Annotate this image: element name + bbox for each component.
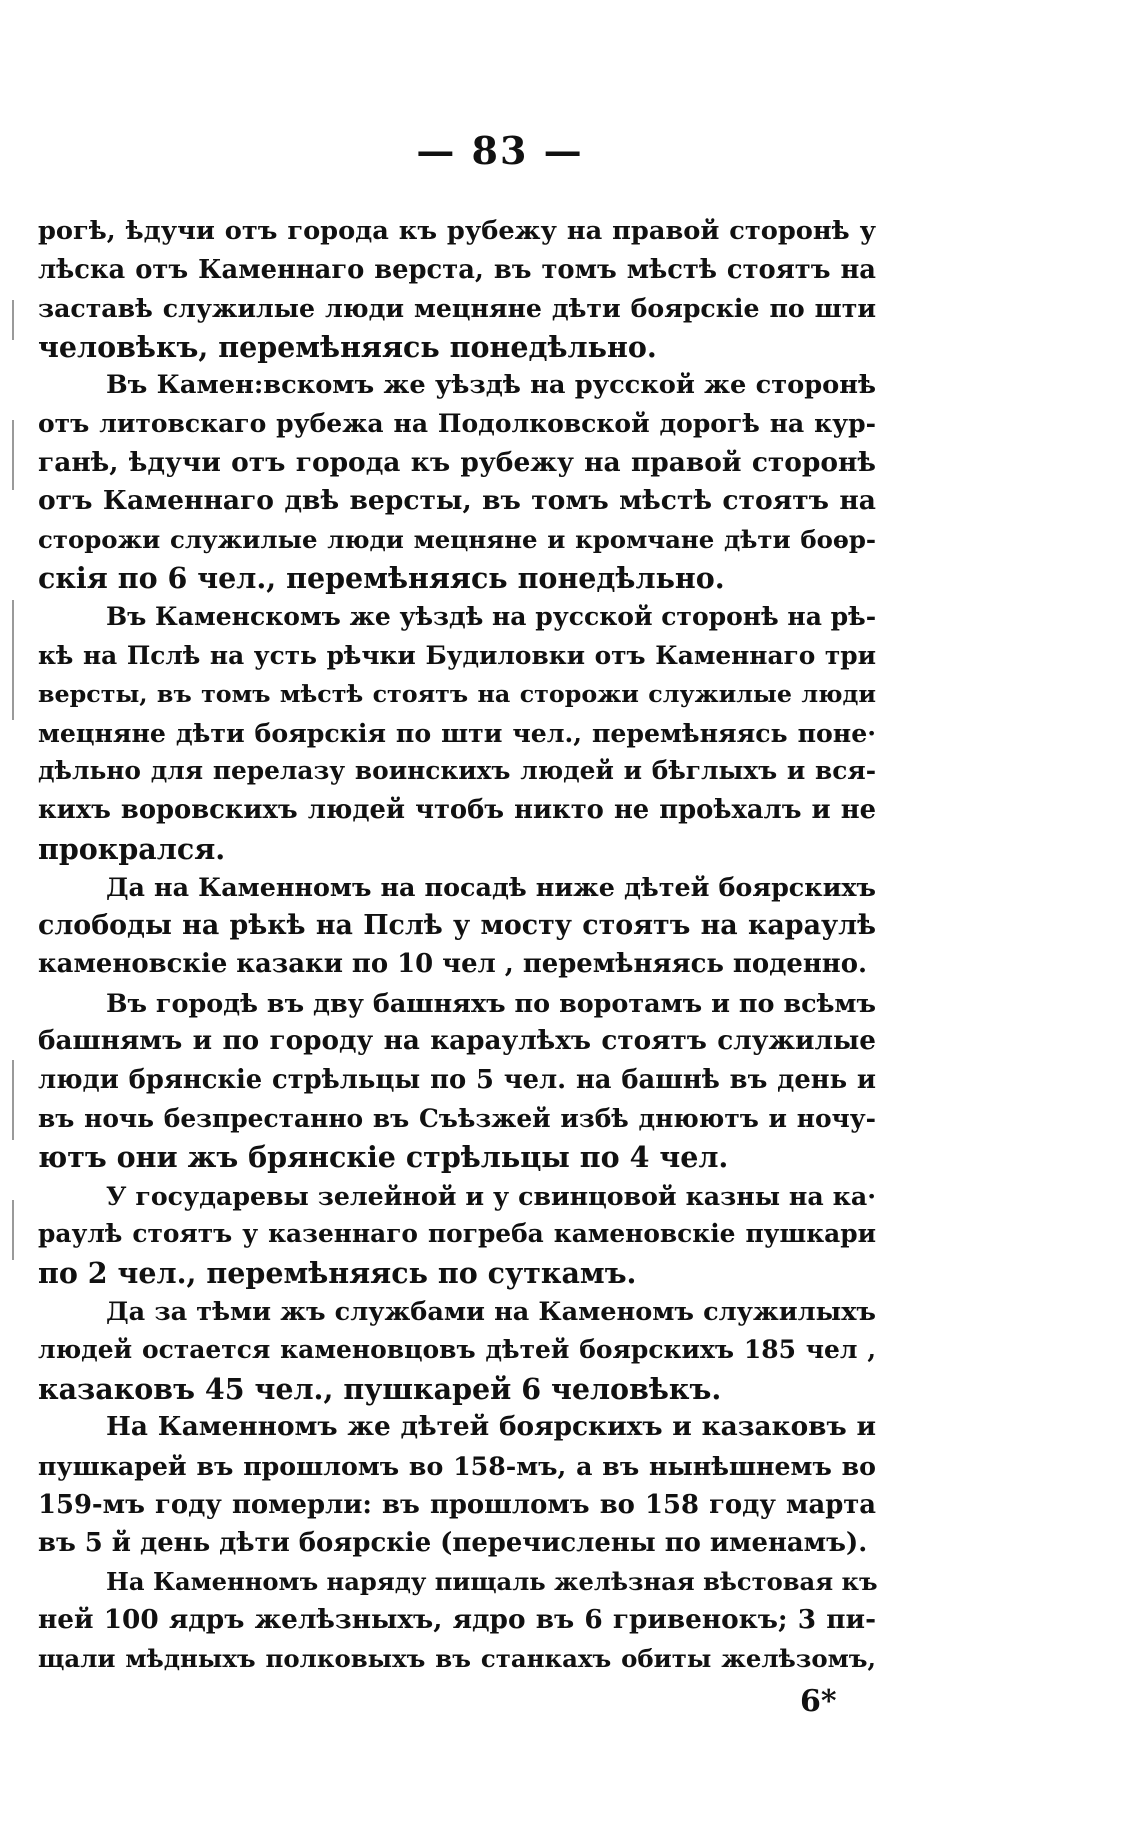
text-line: версты, въ томъ мѣстѣ стоятъ на сторожи служилые люди <box>38 680 876 709</box>
text-line: сторожи служилые люди мецняне и кромчане дѣти боѳр- <box>38 524 876 554</box>
text-line: раулѣ стоятъ у казеннаго погреба каменовскіе пушкари <box>38 1219 876 1249</box>
text-line: ганѣ, ѣдучи отъ города къ рубежу на правой сторонѣ <box>38 446 876 478</box>
text-line: каменовскіе казаки по 10 чел , перемѣняясь поденно. <box>38 949 867 980</box>
text-line: въ 5 й день дѣти боярскіе (перечислены по именамъ). <box>38 1528 868 1559</box>
text-line: рогѣ, ѣдучи отъ города къ рубежу на правой сторонѣ у <box>38 216 876 246</box>
text-line: Въ Камен:вскомъ же уѣздѣ на русской же сторонѣ <box>106 370 876 401</box>
text-line: Въ Каменскомъ же уѣздѣ на русской сторонѣ на рѣ- <box>106 601 877 631</box>
text-line: 159-мъ году померли: въ прошломъ во 158 году марта <box>38 1489 876 1520</box>
text-line: казаковъ 45 чел., пушкарей 6 человѣкъ. <box>38 1371 722 1406</box>
text-line: кихъ воровскихъ людей чтобъ никто не проѣхалъ и не <box>38 794 876 825</box>
text-line: мецняне дѣти боярскія по шти чел., перемѣняясь поне· <box>38 717 876 748</box>
text-line: Въ городѣ въ дву башняхъ по воротамъ и по всѣмъ <box>106 987 876 1018</box>
margin-scan-mark <box>12 1060 14 1140</box>
text-line: прокрался. <box>38 831 226 866</box>
text-line: ютъ они жъ брянскіе стрѣльцы по 4 чел. <box>38 1140 729 1175</box>
text-line: У государевы зелейной и у свинцовой казны на ка· <box>106 1180 876 1211</box>
margin-scan-mark <box>12 300 14 340</box>
text-line: въ ночь безпрестанно въ Съѣзжей избѣ днюютъ и ночу- <box>38 1103 876 1133</box>
page-number: — 83 — <box>416 128 584 173</box>
margin-scan-mark <box>12 1200 14 1260</box>
text-line: Да на Каменномъ на посадѣ ниже дѣтей боярскихъ <box>106 872 876 903</box>
text-line: скія по 6 чел., перемѣняясь понедѣльно. <box>38 561 725 596</box>
text-line: башнямъ и по городу на караулѣхъ стоятъ служилые <box>38 1025 876 1057</box>
printer-signature-mark: 6* <box>800 1684 837 1719</box>
text-line: щали мѣдныхъ полковыхъ въ станкахъ обиты желѣзомъ, <box>38 1643 876 1673</box>
text-line: заставѣ служилые люди мецняне дѣти боярскіе по шти <box>38 293 876 324</box>
text-line: На Каменномъ наряду пищаль желѣзная вѣстовая къ <box>106 1566 878 1596</box>
text-line: человѣкъ, перемѣняясь понедѣльно. <box>38 329 657 364</box>
body-text <box>38 212 876 1679</box>
text-line: люди брянскіе стрѣльцы по 5 чел. на башнѣ въ день и <box>38 1065 876 1096</box>
text-line: лѣска отъ Каменнаго верста, въ томъ мѣстѣ стоятъ на <box>38 254 876 285</box>
text-line: дѣльно для перелазу воинскихъ людей и бѣглыхъ и вся- <box>38 756 876 786</box>
text-line: отъ литовскаго рубежа на Подолковской дорогѣ на кур- <box>38 408 876 438</box>
text-line: по 2 чел., перемѣняясь по суткамъ. <box>38 1256 637 1291</box>
text-line: отъ Каменнаго двѣ версты, въ томъ мѣстѣ стоятъ на <box>38 485 876 517</box>
text-line: людей остается каменовцовъ дѣтей боярскихъ 185 чел , <box>38 1335 876 1365</box>
text-line: пушкарей въ прошломъ во 158-мъ, а въ нынѣшнемъ во <box>38 1451 876 1481</box>
text-line: ней 100 ядръ желѣзныхъ, ядро въ 6 гривенокъ; 3 пи- <box>38 1604 876 1636</box>
text-line: На Каменномъ же дѣтей боярскихъ и казаковъ и <box>106 1411 876 1443</box>
margin-scan-mark <box>12 420 14 490</box>
text-line: кѣ на Пслѣ на усть рѣчки Будиловки отъ Каменнаго три <box>38 640 876 670</box>
text-line: слободы на рѣкѣ на Пслѣ у мосту стоятъ на караулѣ <box>38 909 876 941</box>
text-line: Да за тѣми жъ службами на Каменомъ служилыхъ <box>106 1296 876 1327</box>
margin-scan-mark <box>12 600 14 720</box>
